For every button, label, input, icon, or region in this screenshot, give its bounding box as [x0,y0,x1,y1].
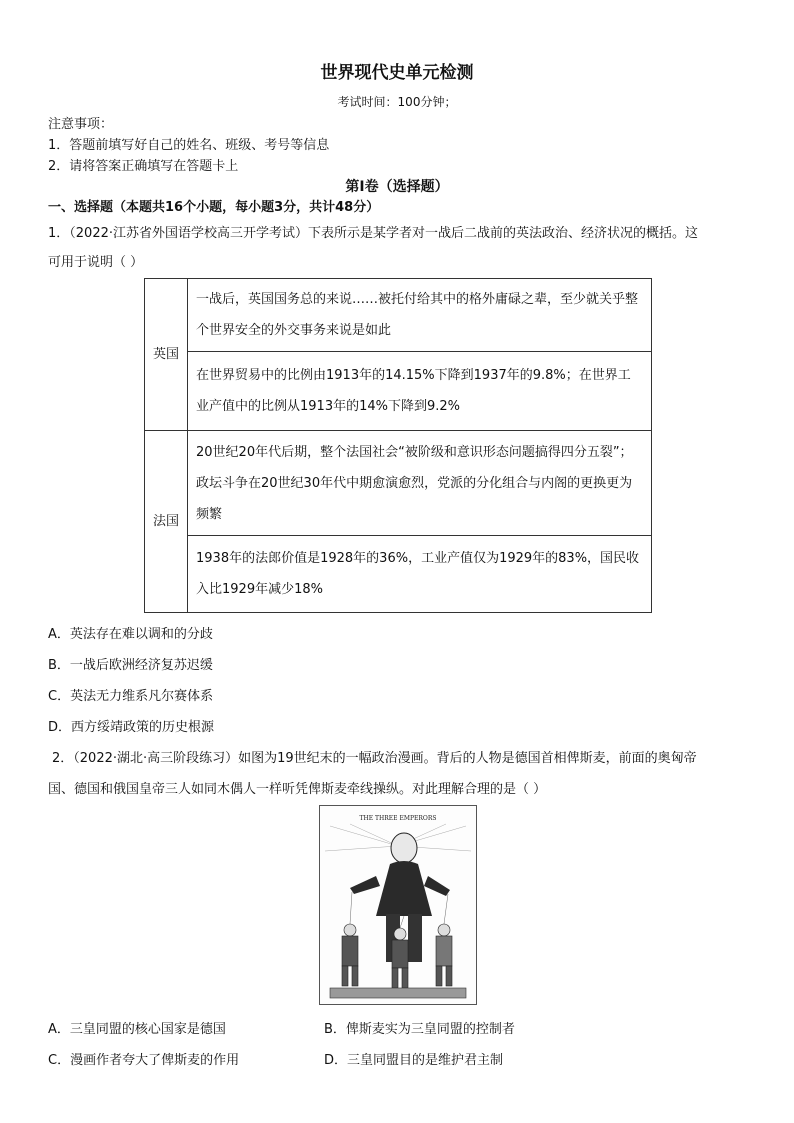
q2-option-b[interactable]: B．俾斯麦实为三皇同盟的控制者 [324,1022,515,1037]
question-2-stem: 2．（2022·湖北·高三阶段练习）如图为19世纪末的一幅政治漫画。背后的人物是德国首相俾斯麦，前面的奥匈帝 [52,751,697,766]
table-cell: 20世纪20年代后期，整个法国社会“被阶级和意识形态问题搞得四分五裂”；政坛斗争在20世纪30年代中期愈演愈烈，党派的分化组合与内阁的更换更为频繁 [188,431,652,536]
section-heading: 一、选择题（本题共16个小题，每小题3分，共计48分） [48,200,380,215]
question-1-stem: 1．（2022·江苏省外国语学校高三开学考试）下表所示是某学者对一战后二战前的英法政治、经济状况的概括。这 [48,226,698,241]
question-2-stem-cont: 国、德国和俄国皇帝三人如同木偶人一样听凭俾斯麦牵线操纵。对此理解合理的是（ ） [48,782,547,797]
question-1-stem-cont: 可用于说明（ ） [48,255,144,270]
political-cartoon-image [319,805,477,1005]
q1-option-d[interactable]: D．西方绥靖政策的历史根源 [48,720,215,735]
q2-option-a[interactable]: A．三皇同盟的核心国家是德国 [48,1022,226,1037]
table-country-britain: 英国 [145,279,188,431]
table-cell: 在世界贸易中的比例由1913年的14.15%下降到1937年的9.8%；在世界工业产值中的比例从1913年的14%下降到9.2% [188,352,652,431]
table-cell: 一战后，英国国务总的来说……被托付给其中的格外庸碌之辈，至少就关乎整个世界安全的外交事务来说是如此 [188,279,652,352]
part-title: 第I卷（选择题） [345,179,449,195]
q1-option-b[interactable]: B．一战后欧洲经济复苏迟缓 [48,658,213,673]
table-country-france: 法国 [145,431,188,613]
q2-option-c[interactable]: C．漫画作者夸大了俾斯麦的作用 [48,1053,240,1068]
q1-option-c[interactable]: C．英法无力维系凡尔赛体系 [48,689,214,704]
notes-heading: 注意事项： [48,117,114,132]
table-cell: 1938年的法郎价值是1928年的36%，工业产值仅为1929年的83%，国民收入比1929年减少18% [188,536,652,613]
exam-time: 考试时间：100分钟； [337,95,457,109]
cartoon-caption: THE THREE EMPERORS [359,815,437,822]
notes-item-2: 2．请将答案正确填写在答题卡上 [48,159,239,174]
cartoon-drawing [320,806,476,1004]
page-title: 世界现代史单元检测 [320,63,474,83]
q2-option-d[interactable]: D．三皇同盟目的是维护君主制 [324,1053,504,1068]
notes-item-1: 1．答题前填写好自己的姓名、班级、考号等信息 [48,138,330,153]
question-1-table [144,278,652,613]
q1-option-a[interactable]: A．英法存在难以调和的分歧 [48,627,213,642]
